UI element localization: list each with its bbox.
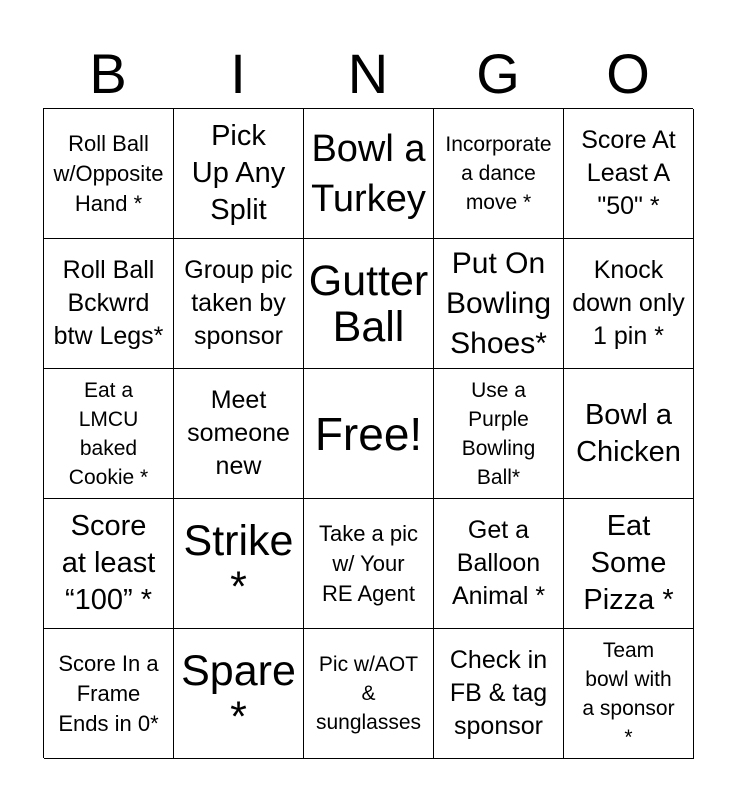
- bingo-cell-r0-c2[interactable]: [304, 109, 434, 239]
- bingo-cell-text: Incorporate a dance move *: [445, 133, 552, 214]
- bingo-cell-r2-c4[interactable]: [564, 369, 694, 499]
- bingo-cell-r2-c1[interactable]: [174, 369, 304, 499]
- bingo-cell-r3-c4[interactable]: [564, 499, 694, 629]
- bingo-cell-text: Strike *: [183, 516, 294, 611]
- bingo-cell-r0-c0[interactable]: [44, 109, 174, 239]
- bingo-cell-r4-c2[interactable]: [304, 629, 434, 759]
- header-letter-b: B: [89, 42, 127, 105]
- bingo-cell-text: Eat a LMCU baked Cookie *: [68, 378, 149, 489]
- bingo-cell-r2-c0[interactable]: [44, 369, 174, 499]
- bingo-cell-r0-c3[interactable]: [434, 109, 564, 239]
- bingo-cell-text: Team bowl with a sponsor *: [582, 638, 675, 749]
- bingo-cell-r4-c4[interactable]: [564, 629, 694, 759]
- bingo-cell-text: Bowl a Chicken: [576, 398, 681, 468]
- bingo-cell-text: Check in FB & tag sponsor: [449, 646, 548, 740]
- bingo-cell-text: Pic w/AOT & sunglasses: [315, 653, 422, 734]
- bingo-cell-r1-c2[interactable]: [304, 239, 434, 369]
- bingo-cell-text: Score at least “100” *: [61, 510, 156, 616]
- bingo-cell-text: Score At Least A "50" *: [581, 126, 676, 220]
- bingo-cell-text: Get a Balloon Animal *: [451, 516, 546, 610]
- bingo-cell-r0-c4[interactable]: [564, 109, 694, 239]
- header-letter-n: N: [347, 42, 389, 105]
- bingo-cell-text: Eat Some Pizza *: [583, 510, 674, 616]
- bingo-cell-r3-c1[interactable]: [174, 499, 304, 629]
- bingo-cell-r4-c0[interactable]: [44, 629, 174, 759]
- bingo-cell-r0-c1[interactable]: [174, 109, 304, 239]
- header-letter-g: G: [476, 42, 520, 105]
- bingo-grid: [43, 108, 693, 758]
- bingo-cell-r1-c1[interactable]: [174, 239, 304, 369]
- bingo-cell-text: Roll Ball w/Opposite Hand *: [53, 130, 164, 216]
- bingo-header: [43, 38, 693, 110]
- bingo-cell-text: Knock down only 1 pin *: [572, 256, 685, 350]
- bingo-cell-r4-c1[interactable]: [174, 629, 304, 759]
- free-space-text: Free!: [314, 407, 423, 460]
- header-letter-i: I: [230, 42, 246, 105]
- bingo-cell-text: Pick Up Any Split: [191, 120, 286, 226]
- bingo-cell-r1-c0[interactable]: [44, 239, 174, 369]
- bingo-cell-text: Use a Purple Bowling Ball*: [461, 378, 536, 489]
- bingo-cell-r3-c3[interactable]: [434, 499, 564, 629]
- bingo-cell-text: Take a pic w/ Your RE Agent: [318, 520, 419, 606]
- header-letter-o: O: [606, 42, 650, 105]
- bingo-cell-text: Put On Bowling Shoes*: [445, 246, 552, 360]
- bingo-cell-text: Bowl a Turkey: [311, 127, 426, 220]
- bingo-cell-text: Meet someone new: [187, 386, 290, 480]
- bingo-cell-r2-c3[interactable]: [434, 369, 564, 499]
- bingo-cell-text: Gutter Ball: [308, 256, 429, 351]
- bingo-cell-text: Score In a Frame Ends in 0*: [58, 650, 159, 736]
- bingo-cell-text: Spare *: [181, 646, 296, 741]
- bingo-cell-text: Roll Ball Bckwrd btw Legs*: [53, 256, 164, 350]
- bingo-cell-text: Group pic taken by sponsor: [184, 256, 293, 350]
- bingo-cell-r1-c3[interactable]: [434, 239, 564, 369]
- bingo-cell-r3-c2[interactable]: [304, 499, 434, 629]
- bingo-cell-r3-c0[interactable]: [44, 499, 174, 629]
- bingo-cell-r1-c4[interactable]: [564, 239, 694, 369]
- bingo-cell-r4-c3[interactable]: [434, 629, 564, 759]
- free-space-cell[interactable]: [304, 369, 434, 499]
